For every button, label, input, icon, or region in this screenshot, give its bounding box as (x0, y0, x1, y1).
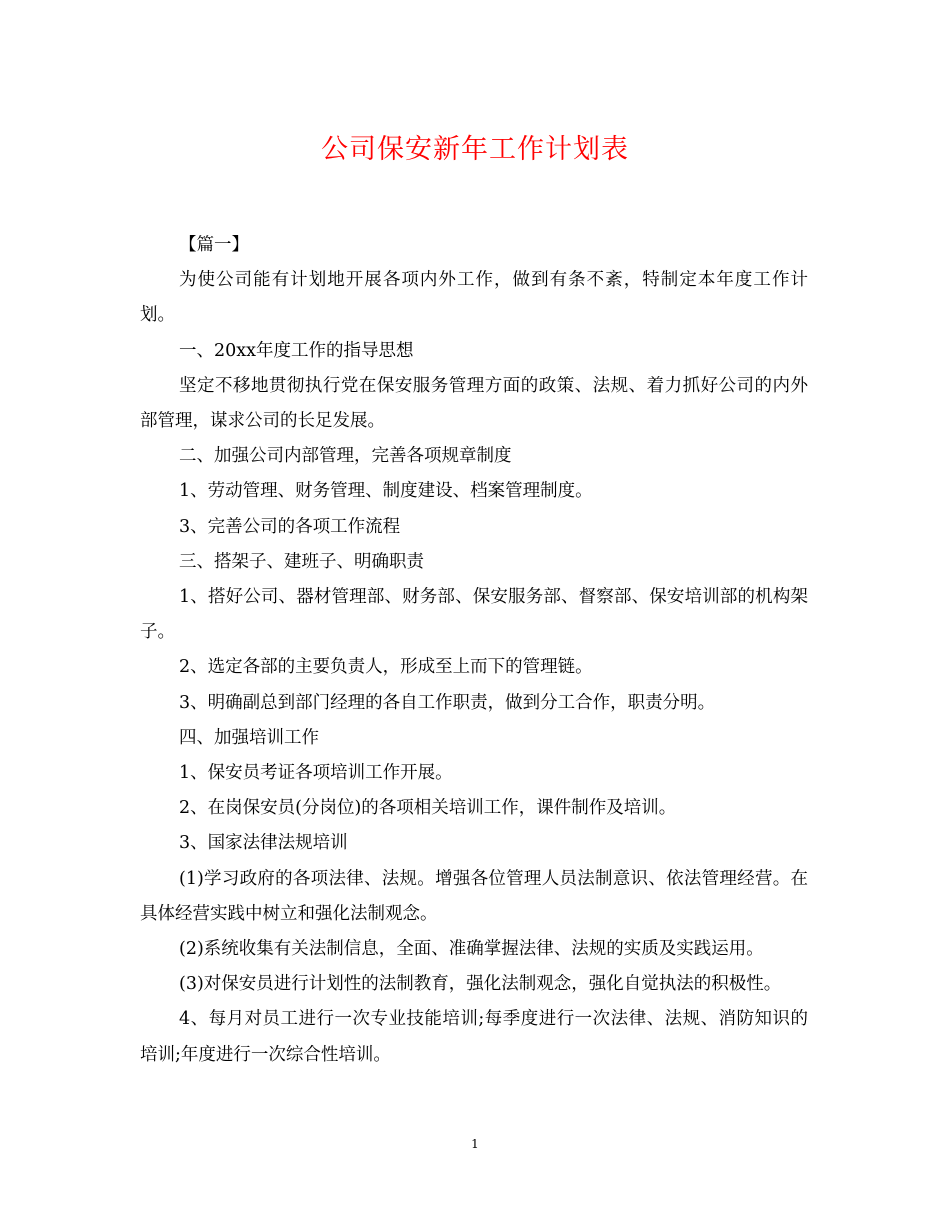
paragraph: 1、保安员考证各项培训工作开展。 (179, 763, 453, 784)
paragraph: 3、国家法律法规培训 (179, 833, 348, 854)
document-body (140, 228, 808, 1073)
paragraph: 3、完善公司的各项工作流程 (179, 516, 401, 537)
paragraph: (1)学习政府的各项法律、法规。增强各位管理人员法制意识、依法管理经营。在具体经营实践中树立和强化法制观念。 (140, 868, 808, 924)
paragraph: 4、每月对员工进行一次专业技能培训;每季度进行一次法律、法规、消防知识的培训;年度进行一次综合性培训。 (140, 1009, 808, 1065)
page-number: 1 (471, 1137, 479, 1151)
section-heading: 四、加强培训工作 (179, 727, 319, 748)
paragraph: 坚定不移地贯彻执行党在保安服务管理方面的政策、法规、着力抓好公司的内外部管理，谋求公司的长足发展。 (140, 375, 808, 432)
section-heading: 三、搭架子、建班子、明确职责 (179, 551, 424, 572)
paragraph: 1、劳动管理、财务管理、制度建设、档案管理制度。 (179, 481, 593, 502)
paragraph: (2)系统收集有关法制信息，全面、准确掌握法律、法规的实质及实践运用。 (179, 939, 764, 960)
paragraph: 1、搭好公司、器材管理部、财务部、保安服务部、督察部、保安培训部的机构架子。 (140, 587, 808, 643)
paragraph: (3)对保安员进行计划性的法制教育，强化法制观念，强化自觉执法的积极性。 (179, 974, 782, 995)
paragraph: 2、选定各部的主要负责人，形成至上而下的管理链。 (179, 657, 593, 678)
paragraph: 为使公司能有计划地开展各项内外工作，做到有条不紊，特制定本年度工作计划。 (140, 270, 808, 326)
paragraph-section-label: 【篇一】 (179, 235, 249, 255)
section-heading: 一、20xx年度工作的指导思想 (179, 340, 414, 361)
paragraph: 3、明确副总到部门经理的各自工作职责，做到分工合作，职责分明。 (179, 692, 716, 713)
paragraph: 2、在岗保安员(分岗位)的各项相关培训工作，课件制作及培训。 (179, 798, 677, 819)
section-heading: 二、加强公司内部管理，完善各项规章制度 (179, 446, 512, 467)
document-title: 公司保安新年工作计划表 (321, 134, 629, 165)
